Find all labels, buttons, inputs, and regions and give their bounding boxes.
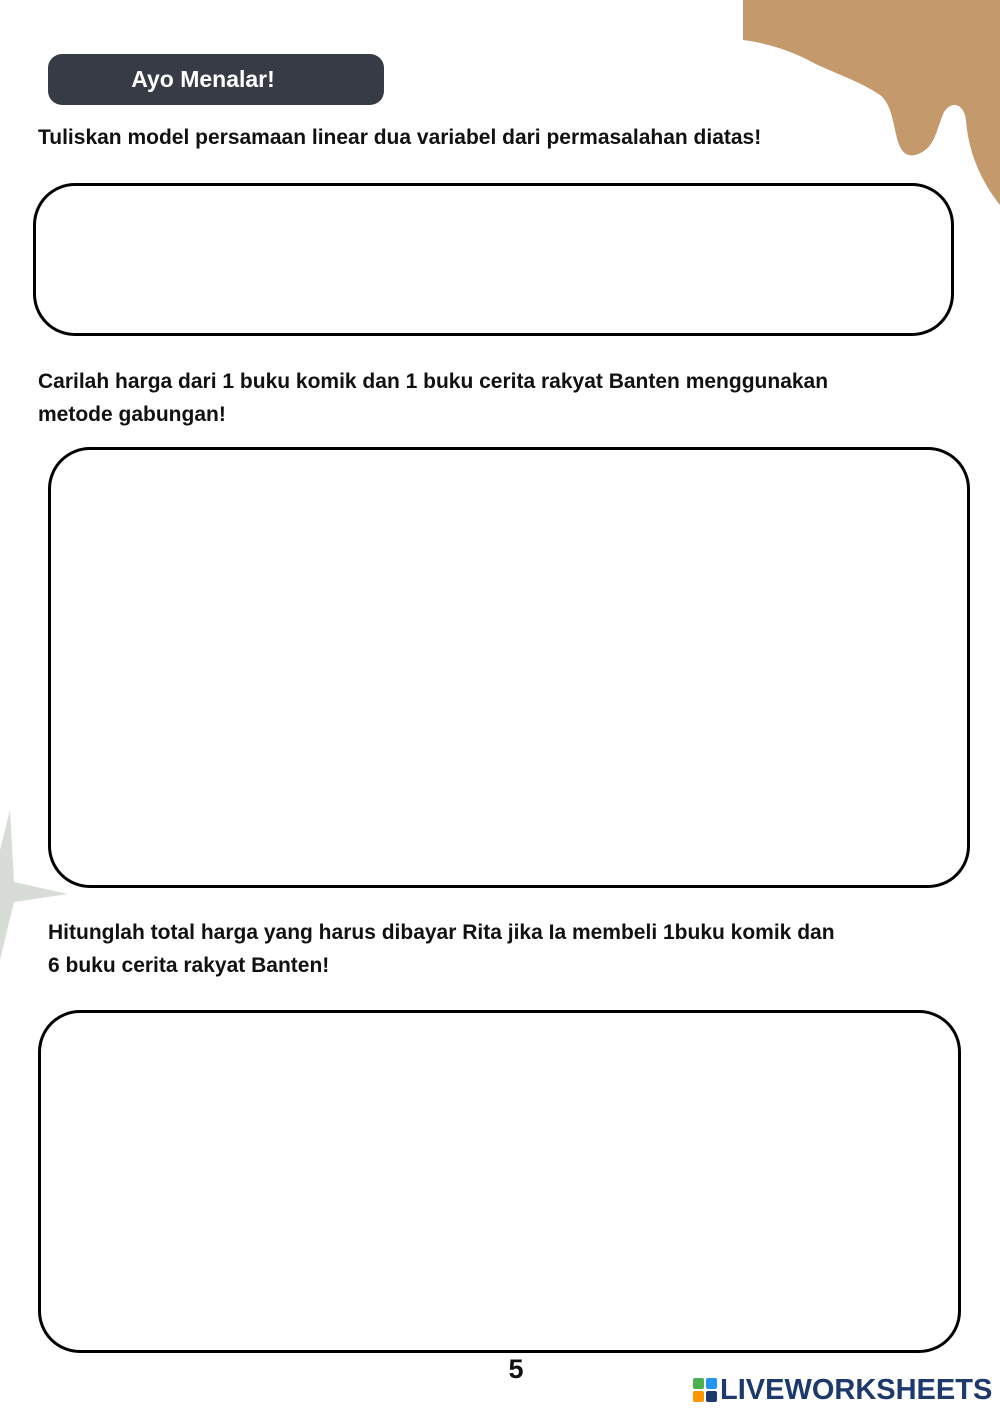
decorative-blob bbox=[740, 0, 1000, 210]
page-number: 5 bbox=[508, 1354, 524, 1384]
section-header bbox=[48, 54, 384, 105]
question-3: Hitunglah total harga yang harus dibayar Rita jika Ia membeli 1buku komik dan 6 buku cerita rakyat Banten! bbox=[48, 921, 835, 977]
brand-text: LIVEWORKSHEETS bbox=[720, 1373, 993, 1406]
section-header-label: Ayo Menalar! bbox=[131, 66, 275, 92]
brand-logo[interactable] bbox=[692, 1372, 992, 1408]
answer-box-1[interactable] bbox=[33, 183, 954, 336]
answer-box-3[interactable] bbox=[38, 1010, 961, 1353]
liveworksheets-logo-icon bbox=[692, 1377, 718, 1403]
question-1: Tuliskan model persamaan linear dua variabel dari permasalahan diatas! bbox=[38, 126, 762, 149]
question-2: Carilah harga dari 1 buku komik dan 1 buku cerita rakyat Banten menggunakan metode gabungan! bbox=[38, 370, 829, 426]
answer-box-2[interactable] bbox=[48, 447, 970, 888]
